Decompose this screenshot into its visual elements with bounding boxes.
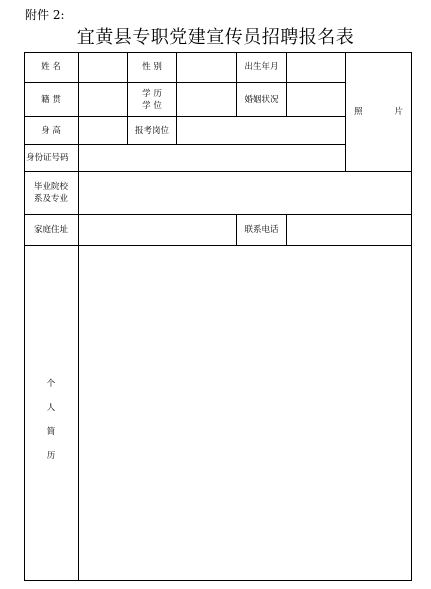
value-resume[interactable] <box>79 246 411 580</box>
label-resume-char: 简 <box>46 427 56 437</box>
value-birth[interactable] <box>287 53 345 82</box>
label-id-number: 身份证号码 <box>26 153 69 163</box>
photo-label-char2: 片 <box>394 107 403 117</box>
label-education-line1: 学 历 <box>142 88 162 99</box>
label-gender: 性 别 <box>142 62 162 72</box>
value-phone[interactable] <box>287 215 411 245</box>
label-school-line1: 毕业院校 <box>33 182 68 192</box>
label-address: 家庭住址 <box>33 225 68 235</box>
value-school[interactable] <box>79 172 411 214</box>
label-resume-char: 个 <box>46 379 56 389</box>
value-height[interactable] <box>79 117 127 144</box>
label-resume-char: 人 <box>46 403 56 413</box>
label-phone: 联系电话 <box>244 225 279 235</box>
label-school-line2: 系及专业 <box>33 194 68 204</box>
registration-form-table <box>24 52 412 581</box>
label-height: 身 高 <box>41 125 61 136</box>
value-native-place[interactable] <box>79 83 127 116</box>
value-gender[interactable] <box>177 53 236 82</box>
label-school <box>24 172 78 214</box>
value-address[interactable] <box>79 215 236 245</box>
label-resume-char: 历 <box>46 451 56 461</box>
form-title: 宜黄县专职党建宣传员招聘报名表 <box>76 27 355 48</box>
value-id-number[interactable] <box>79 145 345 171</box>
value-applied-post[interactable] <box>177 117 345 144</box>
photo-area[interactable] <box>346 53 411 171</box>
value-name[interactable] <box>79 53 127 82</box>
label-education-line2: 学 位 <box>142 100 162 111</box>
attachment-label: 附件 2: <box>25 8 65 22</box>
label-native-place: 籍 贯 <box>41 94 61 105</box>
value-marital-status[interactable] <box>287 83 345 116</box>
photo-label-char1: 照 <box>354 107 363 117</box>
label-education <box>128 83 176 116</box>
label-resume <box>24 246 78 580</box>
value-education[interactable] <box>177 83 236 116</box>
label-applied-post: 报考岗位 <box>134 125 169 136</box>
table-border-right <box>411 52 412 581</box>
label-name: 姓 名 <box>41 62 61 72</box>
table-border-bottom <box>24 580 412 581</box>
label-marital-status: 婚姻状况 <box>244 94 279 105</box>
label-birth: 出生年月 <box>244 62 279 72</box>
